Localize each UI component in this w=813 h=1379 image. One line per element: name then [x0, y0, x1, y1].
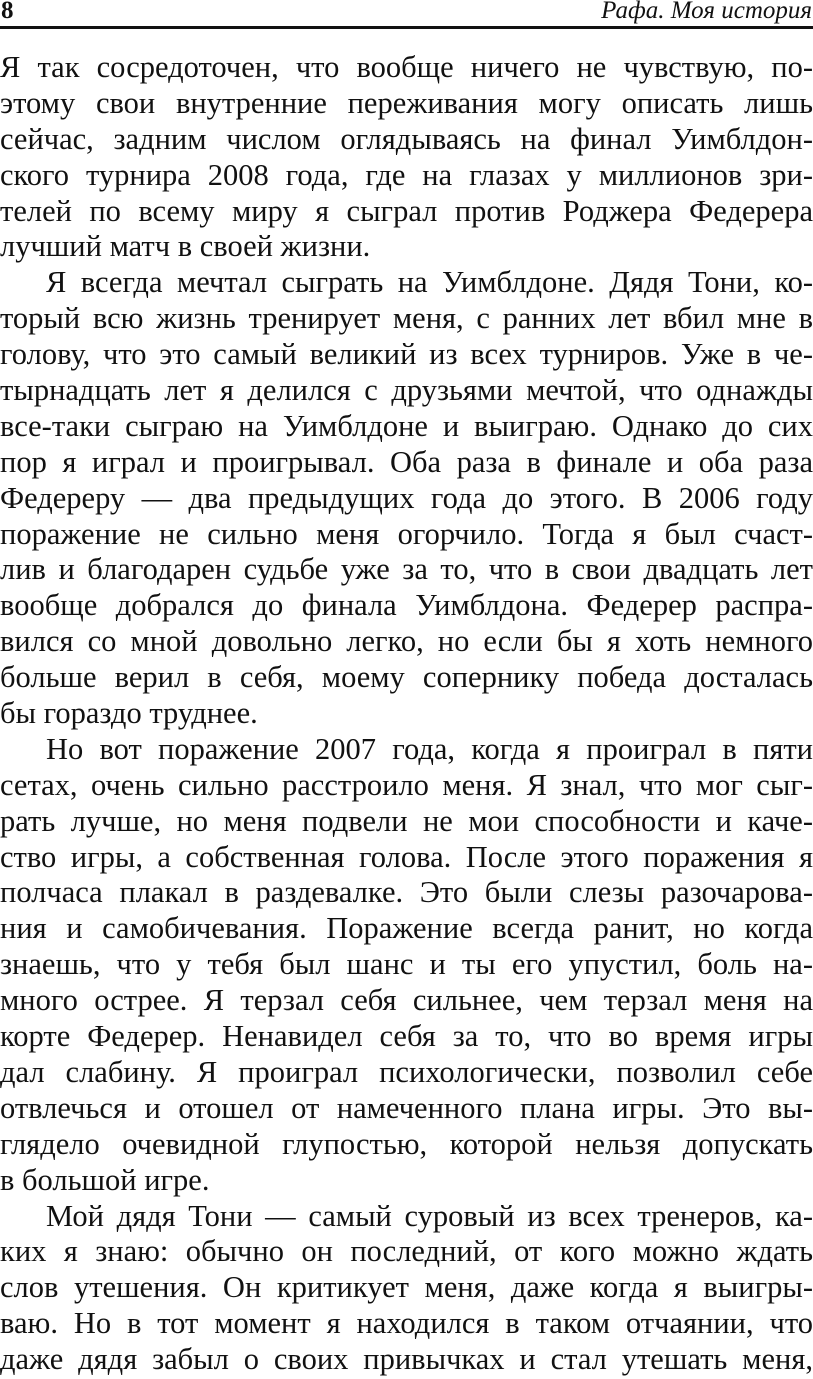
- text-line: глядело очевидной глупостью, которой нельзя допускать: [0, 1126, 813, 1161]
- text-line: корте Федерер. Ненавидел себя за то, что во время игры: [0, 1019, 813, 1054]
- paragraph: [0, 265, 813, 732]
- text-line: полчаса плакал в раздевалке. Это были слезы разочарова-: [0, 875, 813, 910]
- text-line: отвлечься и отошел от намеченного плана игры. Это вы-: [0, 1090, 813, 1125]
- text-line: ского турнира 2008 года, где на глазах у миллионов зри-: [0, 157, 813, 192]
- paragraph: [0, 50, 813, 265]
- paragraph: [0, 732, 813, 1199]
- text-line: ния и самобичевания. Поражение всегда ранит, но когда: [0, 911, 813, 946]
- text-line: пор я играл и проигрывал. Оба раза в финале и оба раза: [0, 444, 813, 479]
- paragraph: [0, 1199, 813, 1378]
- text-line: все-таки сыграю на Уимблдоне и выиграю. Однако до сих: [0, 408, 813, 443]
- text-line: телей по всему миру я сыграл против Роджера Федерера: [0, 193, 813, 228]
- text-line: поражение не сильно меня огорчило. Тогда я был счаст-: [0, 516, 813, 551]
- text-line: Я всегда мечтал сыграть на Уимблдоне. Дядя Тони, ко-: [46, 265, 813, 300]
- text-line: знаешь, что у тебя был шанс и ты его упустил, боль на-: [0, 947, 813, 982]
- text-line: вился со мной довольно легко, но если бы я хоть немного: [0, 624, 813, 659]
- page-body: [0, 50, 813, 1378]
- text-line: бы гораздо труднее.: [0, 696, 258, 731]
- text-line: много острее. Я терзал себя сильнее, чем терзал меня на: [0, 983, 813, 1018]
- text-line: Я так сосредоточен, что вообще ничего не чувствую, по-: [0, 50, 813, 84]
- running-title: Рафа. Моя история: [601, 0, 812, 24]
- running-header: [0, 0, 813, 29]
- text-line: ство игры, а собственная голова. После этого поражения я: [0, 839, 813, 874]
- text-line: ких я знаю: обычно он последний, от кого можно ждать: [0, 1234, 813, 1269]
- text-line: торый всю жизнь тренирует меня, с ранних лет вбил мне в: [0, 301, 813, 336]
- text-line: рать лучше, но меня подвели не мои способности и каче-: [0, 803, 813, 838]
- text-line: Но вот поражение 2007 года, когда я проиграл в пяти: [46, 731, 813, 766]
- text-line: ваю. Но в тот момент я находился в таком отчаянии, что: [0, 1306, 813, 1341]
- text-line: сейчас, задним числом оглядываясь на финал Уимблдон-: [0, 121, 813, 156]
- text-line: сетах, очень сильно расстроило меня. Я знал, что мог сыг-: [0, 767, 813, 802]
- text-line: вообще добрался до финала Уимблдона. Федерер распра-: [0, 588, 813, 623]
- text-line: больше верил в себя, моему сопернику победа досталась: [0, 660, 813, 695]
- text-line: голову, что это самый великий из всех турниров. Уже в че-: [0, 337, 813, 372]
- page-number: 8: [1, 0, 14, 24]
- text-line: Федереру — два предыдущих года до этого. В 2006 году: [0, 480, 813, 515]
- text-line: дал слабину. Я проиграл психологически, позволил себе: [0, 1054, 813, 1089]
- text-line: тырнадцать лет я делился с друзьями мечтой, что однажды: [0, 373, 813, 408]
- text-line: слов утешения. Он критикует меня, даже когда я выигры-: [0, 1270, 813, 1305]
- text-line: лучший матч в своей жизни.: [0, 229, 371, 264]
- text-line: Мой дядя Тони — самый суровый из всех тренеров, ка-: [46, 1198, 813, 1233]
- text-line: этому свои внутренние переживания могу описать лишь: [0, 85, 813, 120]
- text-line: в большой игре.: [0, 1162, 210, 1197]
- text-line: даже дядя забыл о своих привычках и стал утешать меня,: [0, 1342, 813, 1377]
- text-line: лив и благодарен судьбе уже за то, что в свои двадцать лет: [0, 552, 813, 587]
